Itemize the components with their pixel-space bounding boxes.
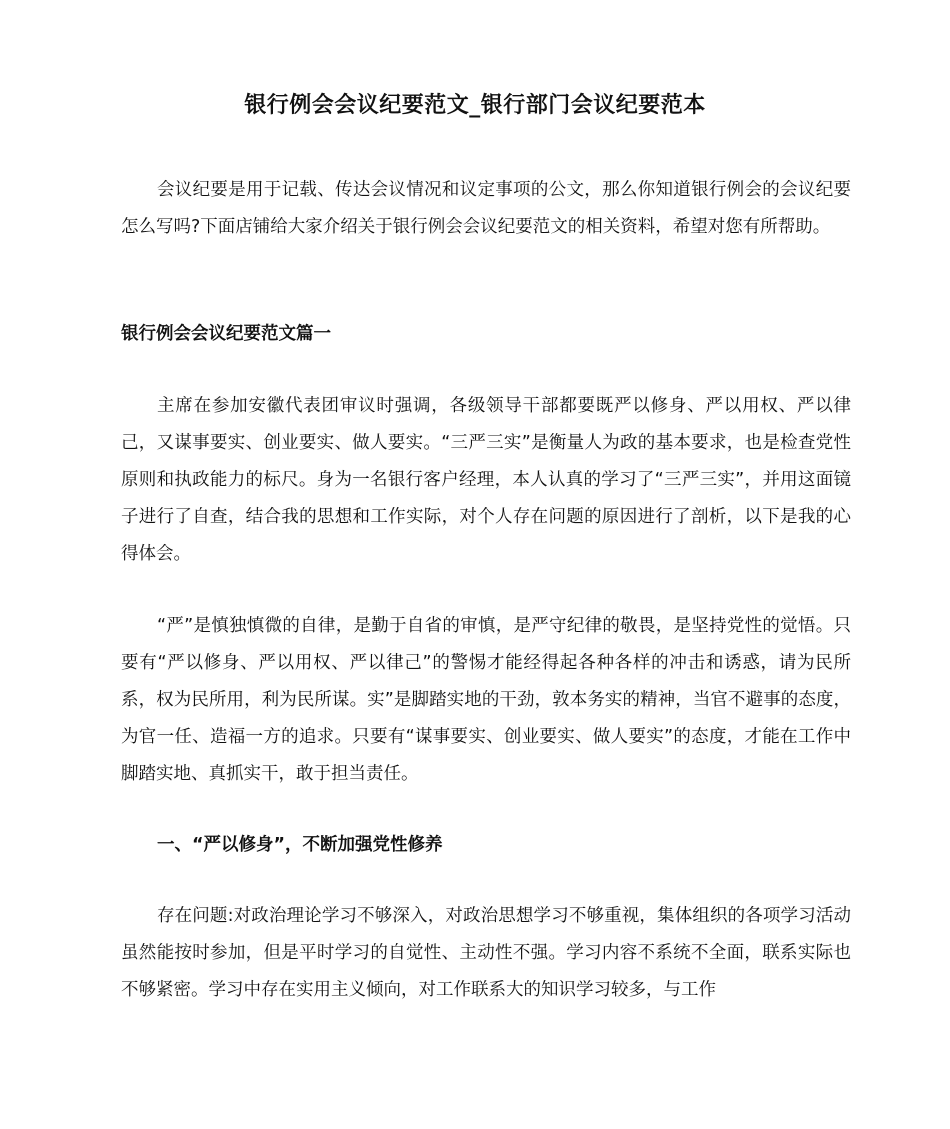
section-heading: 银行例会会议纪要范文篇一	[121, 324, 331, 344]
body-paragraph-2: “严”是慎独慎微的自律，是勤于自省的审慎，是严守纪律的敬畏，是坚持党性的觉悟。只要有“严以修身、严以用权、严以律己”的警惕才能经得起各种各样的冲击和诱惑，请为民所系，权为民所用，利为民所谋。实”是脚踏实地的干劲，敦本务实的精神，当官不避事的态度，为官一任、造福一方的追求。只要有“谋事要实、创业要实、做人要实”的态度，才能在工作中脚踏实地、真抓实干，敢于担当责任。	[121, 616, 851, 784]
document-title: 银行例会会议纪要范文_银行部门会议纪要范本	[244, 93, 706, 118]
subheading-1: 一、“严以修身”，不断加强党性修养	[157, 835, 443, 855]
body-paragraph-1: 主席在参加安徽代表团审议时强调，各级领导干部都要既严以修身、严以用权、严以律己，又谋事要实、创业要实、做人要实。“三严三实”是衡量人为政的基本要求，也是检查党性原则和执政能力的标尺。身为一名银行客户经理，本人认真的学习了“三严三实”，并用这面镜子进行了自查，结合我的思想和工作实际，对个人存在问题的原因进行了剖析，以下是我的心得体会。	[121, 396, 851, 564]
body-paragraph-3: 存在问题:对政治理论学习不够深入，对政治思想学习不够重视，集体组织的各项学习活动虽然能按时参加，但是平时学习的自觉性、主动性不强。学习内容不系统不全面，联系实际也不够紧密。学习中存在实用主义倾向，对工作联系大的知识学习较多，与工作	[121, 906, 851, 1000]
intro-paragraph: 会议纪要是用于记载、传达会议情况和议定事项的公文，那么你知道银行例会的会议纪要怎么写吗?下面店铺给大家介绍关于银行例会会议纪要范文的相关资料，希望对您有所帮助。	[121, 180, 851, 237]
